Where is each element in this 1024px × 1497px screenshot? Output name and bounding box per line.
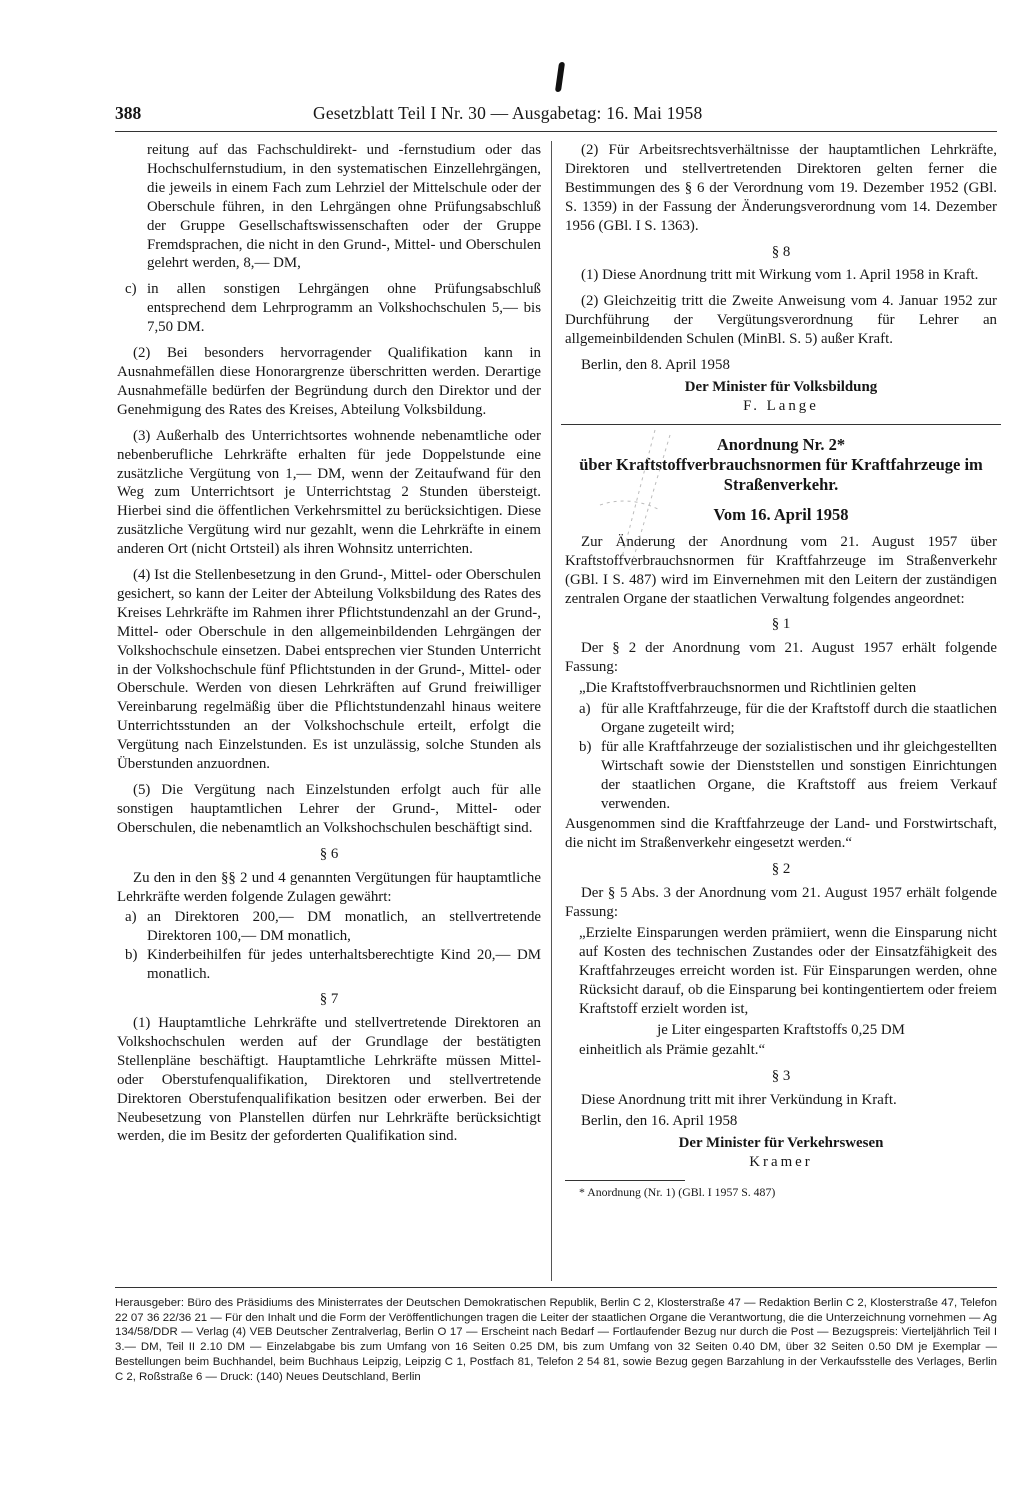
section-divider [561,424,1001,425]
section-3-heading: § 3 [771,1068,791,1085]
signer-name-1: F. Lange [743,397,819,414]
section-8-paragraph-2: (2) Gleichzeitig tritt die Zweite Anweisung vom 4. Januar 1952 zur Durchführung der Vergütungsverordnung für Lehrer an allgemeinbildenden Schulen (MinBl. S. 5) außer Kraft. [565,293,997,348]
section-1-intro: Der § 2 der Anordnung vom 21. August 1957 erhält folgende Fassung: [565,640,997,676]
right-column [565,141,997,1199]
left-column [117,141,541,1153]
section-8-paragraph-1: (1) Diese Anordnung tritt mit Wirkung vom 1. April 1958 in Kraft. [581,267,979,284]
section-1-item-b-label: b) [579,738,592,755]
section-1-item-b [565,738,997,814]
item-c-label: c) [125,281,137,298]
section-3-text: Diese Anordnung tritt mit ihrer Verkündung in Kraft. [581,1092,897,1109]
footnote-divider [565,1180,685,1181]
section-6-item-b [117,946,541,984]
ordinance-date: Vom 16. April 1958 [713,504,849,524]
section-8-heading: § 8 [771,243,791,260]
section-6-item-a-text: an Direktoren 200,— DM monatlich, an stellvertretende Direktoren 100,— DM monatlich, [147,909,541,945]
section-6-item-a-label: a) [125,909,137,926]
section-1-item-a [565,700,997,738]
minister-title-1: Der Minister für Volksbildung [684,378,878,395]
ink-mark [555,62,565,92]
section-6-heading: § 6 [319,845,339,862]
minister-title-2: Der Minister für Verkehrswesen [678,1135,884,1152]
ordinance-title-number: Anordnung Nr. 2* [716,434,846,454]
footnote: * Anordnung (Nr. 1) (GBl. I 1957 S. 487) [579,1184,776,1199]
paragraph-3: (3) Außerhalb des Unterrichtsortes wohnende nebenamtliche oder nebenberufliche Lehrkräfte erhalten für jede Doppelstunde eine zusätzliche Vergütung von 1,— DM, wenn der Zeitaufwand für den Weg zum Unterrichtsort je Unterrichtstag 2 Stunden übersteigt. Hierbei sind die öffentlichen Verkehrsmittel zu berücksichtigen. Diese zusätzliche Vergütung wird nur gezahlt, wenn die Lehrkräfte in einem anderen Ort (nicht Ortsteil) als ihren Wohnsitz unterrichten. [117,427,541,558]
ordinance-title [565,435,997,495]
section-1-heading: § 1 [771,616,791,633]
section-1-item-b-text: für alle Kraftfahrzeuge der sozialistischen und ihr gleichgestellten Wirtschaft sowie der Dienststellen und sonstigen Einrichtungen der staatlichen Organe, die Kraftstoff aus freiem Verkauf verwenden. [601,738,997,812]
ordinance-title-subject: über Kraftstoffverbrauchsnormen für Kraftfahrzeuge im Straßenverkehr. [579,454,983,494]
section-2-heading: § 2 [771,861,791,878]
section-6-item-a [117,908,541,946]
publisher-imprint: Herausgeber: Büro des Präsidiums des Ministerrates der Deutschen Demokratischen Republik, Berlin C 2, Klosterstraße 47 — Redaktion Berlin C 2, Klosterstraße 47, Telefon 22 07 36 22/36 21 — Für den Inhalt und die Form der Veröffentlichungen tragen die Leiter der staatlichen Organe die Verantwortung, die die Unterzeichnung vornehmen — Ag 134/58/DDR — Verlag (4) VEB Deutscher Zentralverlag, Berlin O 17 — Erscheint nach Bedarf — Fortlaufender Bezug nur durch die Post — Bezugspreis: Vierteljährlich Teil I 3.— DM, Teil II 2.10 DM — Einzelabgabe bis zum Umfang von 16 Seiten 0.25 DM, bis zum Umfang von 32 Seiten 0.40 DM, über 32 Seiten 0.50 DM je Exemplar — Bestellungen beim Buchhandel, beim Buchhaus Leipzig, Leipzig C 1, Postfach 81, Telefon 2 54 81, sowie Bezug gegen Barzahlung in der Verkaufsstelle des Verlages, Berlin C 2, Roßstraße 6 — Druck: (140) Neues Deutschland, Berlin [115,1297,997,1383]
section-7-paragraph-2: (2) Für Arbeitsrechtsverhältnisse der hauptamtlichen Lehrkräfte, Direktoren und stellvertretenden Direktoren gelten ferner die Bestimmungen des § 6 der Verordnung vom 19. Dezember 1952 (GBl. S. 1359) in der Fassung der Änderungsverordnung vom 14. Dezember 1956 (GBl. I S. 1363). [565,142,997,234]
page-title: Gesetzblatt Teil I Nr. 30 — Ausgabetag: 16. Mai 1958 [313,103,703,123]
column-divider [551,141,552,1281]
section-1-quote: „Die Kraftstoffverbrauchsnormen und Richtlinien gelten [579,680,917,697]
item-c [117,280,541,337]
paragraph-5: (5) Die Vergütung nach Einzelstunden erfolgt auch für alle sonstigen hauptamtlichen Lehrer der Grund-, Mittel- oder Oberschulen, die nebenamtlich an Volkshochschulen beschäftigt sind. [117,782,541,836]
section-6-item-b-text: Kinderbeihilfen für jedes unterhaltsberechtigte Kind 20,— DM monatlich. [147,947,541,983]
signer-name-2: Kramer [749,1153,813,1170]
section-6-item-b-label: b) [125,947,138,964]
section-1-item-a-label: a) [579,701,591,718]
section-6-intro: Zu den in den §§ 2 und 4 genannten Vergütungen für hauptamtliche Lehrkräfte werden folgende Zulagen gewährt: [117,869,541,905]
signature-date-1: Berlin, den 8. April 1958 [581,357,730,374]
section-2-quote: „Erzielte Einsparungen werden prämiiert, wenn die Einsparung nicht auf Kosten des technischen Zustandes oder der Einsatzfähigkeit des Kraftfahrzeuges erreicht worden ist. Für Einsparungen werden, ohne Rücksicht darauf, ob die Einsparung bei kontingentiertem oder freiem Kraftstoff erzielt worden ist, [579,925,997,1017]
section-2-rate: je Liter eingesparten Kraftstoffs 0,25 DM [657,1021,905,1038]
section-7-heading: § 7 [319,991,339,1008]
paragraph-2: (2) Bei besonders hervorragender Qualifikation kann in Ausnahmefällen diese Honorargrenze überschritten werden. Derartige Ausnahmefälle bedürfen der Begründung durch den Direktor und der Genehmigung des Rates des Kreises, Abteilung Volksbildung. [117,345,541,418]
page-number: 388 [115,103,142,123]
item-b-continuation: reitung auf das Fachschuldirekt- und -fernstudium oder das Hochschulfernstudium, in den systematischen Einzellehrgängen, die jeweils in einem Fach zum Lehrziel der Mittelschule oder der Oberschule führen, in den Lehrgängen ohne Prüfungsabschluß der Gruppe Gesellschaftswissenschaften oder der Gruppe Fremdsprachen, die nicht in den Grund-, Mittel- und Oberschulen gelehrt werden, 8,— DM, [147,142,541,272]
paragraph-4: (4) Ist die Stellenbesetzung in den Grund-, Mittel- oder Oberschulen gesichert, so kann der Leiter der Abteilung Volksbildung des Rates des Kreises Lehrkräfte im Rahmen ihrer Pflichtstundenzahl an der Grund-, Mittel- oder Oberschule in den allgemeinbildenden Lehrgängen der Volkshochschule einsetzen. Dabei entsprechen vier Stunden Unterricht in der Volkshochschule fünf Pflichtstunden in der Grund-, Mittel- oder Oberschule. Werden von diesen Lehrkräften auf Grund freiwilliger Vereinbarung regelmäßig über die Pflichtstundenzahl hinaus weitere Unterrichtsstunden an der Volkshochschule erteilt, erfolgt die Vergütung nach Einzelstunden. Es ist unzulässig, solche Stunden als Überstunden anzuordnen. [117,567,541,773]
header-divider [115,131,997,132]
section-2-closing: einheitlich als Prämie gezahlt.“ [579,1042,766,1059]
page-header [115,103,997,129]
imprint-divider [115,1287,997,1288]
ordinance-intro: Zur Änderung der Anordnung vom 21. August 1957 über Kraftstoffverbrauchsnormen für Kraftfahrzeuge im Straßenverkehr (GBl. I S. 487) wird im Einvernehmen mit den Leitern der zuständigen zentralen Organe der staatlichen Verwaltung folgendes angeordnet: [565,533,997,607]
section-7-paragraph-1: (1) Hauptamtliche Lehrkräfte und stellvertretende Direktoren an Volkshochschulen werden auf der Grundlage der bestätigten Stellenpläne beschäftigt. Hauptamtliche Lehrkräfte müssen Mittel- oder Oberstufenqualifikation, Direktoren und stellvertretende Direktoren Oberstufenqualifikation besitzen oder erwerben. Bei der Neubesetzung von Planstellen dürfen nur Lehrkräfte berücksichtigt werden, die im Besitz der geforderten Qualifikation sind. [117,1014,541,1145]
signature-date-2: Berlin, den 16. April 1958 [581,1113,738,1130]
section-1-closing: Ausgenommen sind die Kraftfahrzeuge der Land- und Forstwirtschaft, die nicht im Straßenverkehr eingesetzt werden.“ [565,816,997,852]
section-2-intro: Der § 5 Abs. 3 der Anordnung vom 21. August 1957 erhält folgende Fassung: [565,885,997,921]
item-c-text: in allen sonstigen Lehrgängen ohne Prüfungsabschluß entsprechend dem Lehrprogramm an Volkshochschulen 5,— bis 7,50 DM. [147,281,541,336]
section-1-item-a-text: für alle Kraftfahrzeuge, für die der Kraftstoff durch die staatlichen Organe zugeteilt wird; [601,701,997,736]
